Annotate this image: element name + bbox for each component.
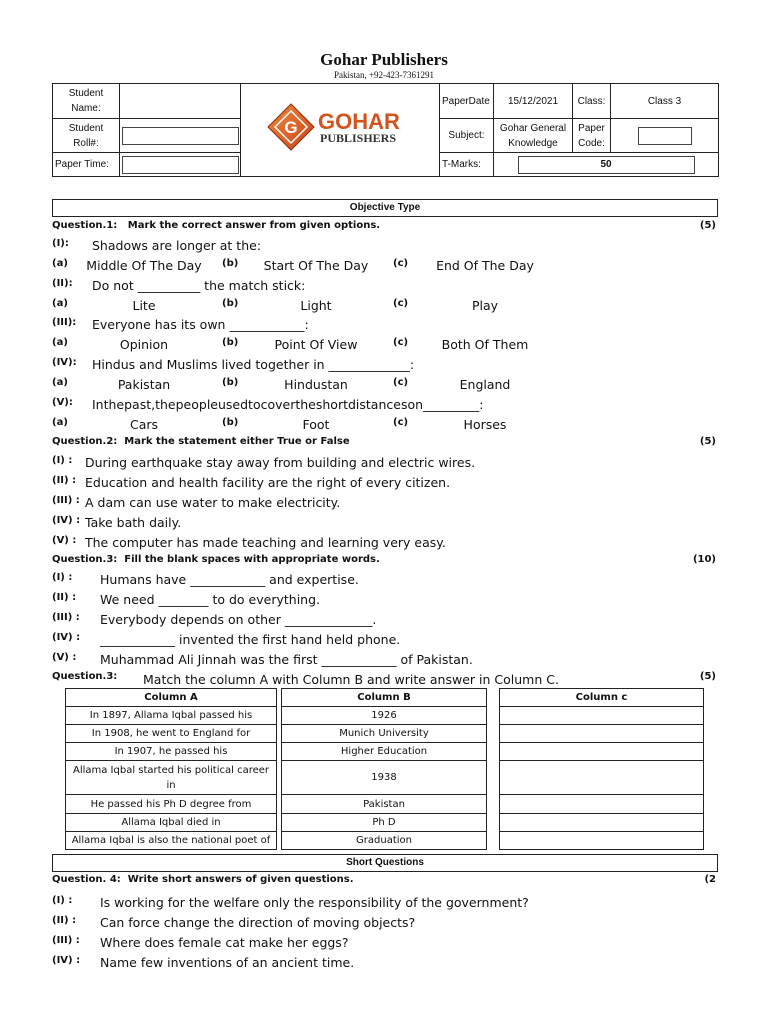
tmarks-value: 50 xyxy=(518,156,695,174)
q1-marks: (5) xyxy=(699,220,716,231)
question-number: (II) : xyxy=(52,592,77,603)
question-number: (II) : xyxy=(52,915,77,926)
subject-label: Subject: xyxy=(440,119,494,153)
column-a-cell: In 1908, he went to England for xyxy=(66,725,277,743)
q2-marks: (5) xyxy=(699,436,716,447)
question-number: (III): xyxy=(52,317,77,328)
option-text[interactable]: End Of The Day xyxy=(436,258,534,273)
q4-marks: (2 xyxy=(704,874,716,885)
column-a-cell: In 1907, he passed his xyxy=(66,743,277,761)
option-label: (a) xyxy=(52,337,68,348)
student-roll-label: Student Roll#: xyxy=(53,119,120,153)
column-c-answer-cell[interactable] xyxy=(500,761,704,795)
column-c-answer-cell[interactable] xyxy=(500,795,704,814)
question-text: Education and health facility are the right of every citizen. xyxy=(85,475,451,490)
question-number: (I) : xyxy=(52,572,73,583)
option-text[interactable]: Foot xyxy=(302,417,330,432)
column-a-cell: Allama Iqbal started his political career in xyxy=(66,761,277,795)
question-text: A dam can use water to make electricity. xyxy=(85,495,341,510)
student-name-label: Student Name: xyxy=(53,84,120,119)
option-label: (b) xyxy=(222,417,239,428)
class-value: Class 3 xyxy=(611,84,719,119)
option-label: (c) xyxy=(393,298,409,309)
column-a-cell: Allama Iqbal died in xyxy=(66,814,277,832)
question-text: Is working for the welfare only the responsibility of the government? xyxy=(100,895,529,910)
option-text[interactable]: Pakistan xyxy=(117,377,171,392)
svg-text:G: G xyxy=(284,118,298,137)
question-text: Where does female cat make her eggs? xyxy=(100,935,349,950)
option-text[interactable]: Lite xyxy=(132,298,156,313)
q2-label: Question.2: xyxy=(52,436,118,447)
question-text: Everybody depends on other ______________. xyxy=(100,612,377,627)
column-b-header: Column B xyxy=(282,689,487,707)
option-label: (c) xyxy=(393,417,409,428)
question-number: (II) : xyxy=(52,475,77,486)
question-text: Inthepast,thepeopleusedtocovertheshortdistanceson_________: xyxy=(92,397,484,412)
question-number: (III) : xyxy=(52,612,80,623)
option-text[interactable]: Point Of View xyxy=(274,337,358,352)
column-b-cell: Pakistan xyxy=(282,795,487,814)
option-label: (b) xyxy=(222,258,239,269)
q1-heading xyxy=(52,220,380,231)
paper-code-cell xyxy=(611,119,719,153)
paper-time-input[interactable] xyxy=(122,156,239,174)
column-a-header: Column A xyxy=(66,689,277,707)
question-text: Shadows are longer at the: xyxy=(92,238,262,253)
question-number: (III) : xyxy=(52,495,80,506)
column-c-table xyxy=(499,688,704,850)
option-label: (c) xyxy=(393,258,409,269)
column-b-cell: 1926 xyxy=(282,707,487,725)
option-text[interactable]: Start Of The Day xyxy=(263,258,369,273)
question-text: Humans have ____________ and expertise. xyxy=(100,572,359,587)
option-text[interactable]: Both Of Them xyxy=(441,337,529,352)
paper-date-value: 15/12/2021 xyxy=(494,84,573,119)
publisher-contact: Pakistan, +92-423-7361291 xyxy=(333,70,435,80)
column-c-answer-cell[interactable] xyxy=(500,743,704,761)
paper-code-label: Paper Code: xyxy=(573,119,611,153)
option-label: (a) xyxy=(52,258,68,269)
option-text[interactable]: Hindustan xyxy=(284,377,348,392)
question-number: (II): xyxy=(52,278,73,289)
column-c-answer-cell[interactable] xyxy=(500,707,704,725)
publisher-logo xyxy=(266,102,416,156)
question-text: The computer has made teaching and learning very easy. xyxy=(85,535,446,550)
question-number: (I): xyxy=(52,238,69,249)
question-text: We need ________ to do everything. xyxy=(100,592,320,607)
q3-marks: (10) xyxy=(692,554,716,565)
column-c-answer-cell[interactable] xyxy=(500,832,704,850)
option-label: (b) xyxy=(222,337,239,348)
question-number: (IV) : xyxy=(52,955,81,966)
q3-instruction: Fill the blank spaces with appropriate words. xyxy=(124,554,380,565)
q1-label: Question.1: xyxy=(52,220,118,231)
column-c-answer-cell[interactable] xyxy=(500,814,704,832)
option-label: (b) xyxy=(222,377,239,388)
q4-instruction: Write short answers of given questions. xyxy=(127,874,354,885)
question-number: (IV) : xyxy=(52,632,81,643)
student-roll-input[interactable] xyxy=(122,127,239,145)
q3b-label: Question.3: xyxy=(52,671,118,682)
q1-instruction: Mark the correct answer from given options. xyxy=(127,220,381,231)
q3b-marks: (5) xyxy=(699,671,716,682)
tmarks-cell xyxy=(494,153,719,177)
q3-label: Question.3: xyxy=(52,554,118,565)
question-number: (V) : xyxy=(52,652,77,663)
column-a-cell: Allama Iqbal is also the national poet of xyxy=(66,832,277,850)
q2-heading xyxy=(52,436,350,447)
column-b-cell: Graduation xyxy=(282,832,487,850)
question-text: Everyone has its own ____________: xyxy=(92,317,309,332)
column-a-table xyxy=(65,688,277,850)
section-short-title: Short Questions xyxy=(52,854,718,872)
section-objective-title: Objective Type xyxy=(52,199,718,217)
column-b-cell: Ph D xyxy=(282,814,487,832)
q3-heading xyxy=(52,554,380,565)
q2-instruction: Mark the statement either True or False xyxy=(124,436,350,447)
question-number: (IV) : xyxy=(52,515,81,526)
column-c-header: Column c xyxy=(500,689,704,707)
column-c-answer-cell[interactable] xyxy=(500,725,704,743)
question-number: (III) : xyxy=(52,935,80,946)
option-label: (b) xyxy=(222,298,239,309)
option-text[interactable]: Light xyxy=(300,298,332,313)
question-text: Do not __________ the match stick: xyxy=(92,278,306,293)
column-b-cell: 1938 xyxy=(282,761,487,795)
question-text: Muhammad Ali Jinnah was the first ____________ of Pakistan. xyxy=(100,652,473,667)
option-label: (c) xyxy=(393,337,409,348)
tmarks-label: T-Marks: xyxy=(440,153,494,177)
student-roll-cell xyxy=(120,119,241,153)
subject-value: Gohar General Knowledge xyxy=(494,119,573,153)
option-text[interactable]: Middle Of The Day xyxy=(86,258,202,273)
question-number: (I) : xyxy=(52,455,73,466)
option-text[interactable]: Cars xyxy=(129,417,159,432)
question-text: Take bath daily. xyxy=(85,515,182,530)
option-label: (a) xyxy=(52,377,68,388)
column-a-cell: In 1897, Allama Iqbal passed his xyxy=(66,707,277,725)
question-text: ____________ invented the first hand held phone. xyxy=(100,632,401,647)
q3b-instruction: Match the column A with Column B and write answer in Column C. xyxy=(143,672,559,687)
column-b-cell: Munich University xyxy=(282,725,487,743)
column-b-cell: Higher Education xyxy=(282,743,487,761)
paper-date-label: PaperDate xyxy=(440,84,494,119)
question-text: Can force change the direction of moving objects? xyxy=(100,915,416,930)
logo-gohar-text: GOHAR xyxy=(318,109,400,134)
question-text: During earthquake stay away from building and electric wires. xyxy=(85,455,476,470)
option-label: (c) xyxy=(393,377,409,388)
logo-publishers-text: PUBLISHERS xyxy=(320,131,397,145)
page-title: Gohar Publishers xyxy=(320,50,448,69)
option-text[interactable]: Play xyxy=(471,298,499,313)
paper-code-input[interactable] xyxy=(638,127,692,145)
student-name-field[interactable] xyxy=(120,84,241,119)
question-number: (V) : xyxy=(52,535,77,546)
question-number: (I) : xyxy=(52,895,73,906)
paper-time-cell xyxy=(120,153,241,177)
class-label: Class: xyxy=(573,84,611,119)
option-text[interactable]: Horses xyxy=(463,417,507,432)
paper-time-label: Paper Time: xyxy=(53,153,120,177)
column-a-cell: He passed his Ph D degree from xyxy=(66,795,277,814)
question-text: Name few inventions of an ancient time. xyxy=(100,955,355,970)
option-label: (a) xyxy=(52,417,68,428)
q4-label: Question. 4: xyxy=(52,874,121,885)
question-number: (IV): xyxy=(52,357,77,368)
q4-heading xyxy=(52,874,354,885)
option-text[interactable]: Opinion xyxy=(119,337,169,352)
question-text: Hindus and Muslims lived together in _____________: xyxy=(92,357,415,372)
question-number: (V): xyxy=(52,397,73,408)
column-b-table xyxy=(281,688,487,850)
option-label: (a) xyxy=(52,298,68,309)
option-text[interactable]: England xyxy=(459,377,511,392)
